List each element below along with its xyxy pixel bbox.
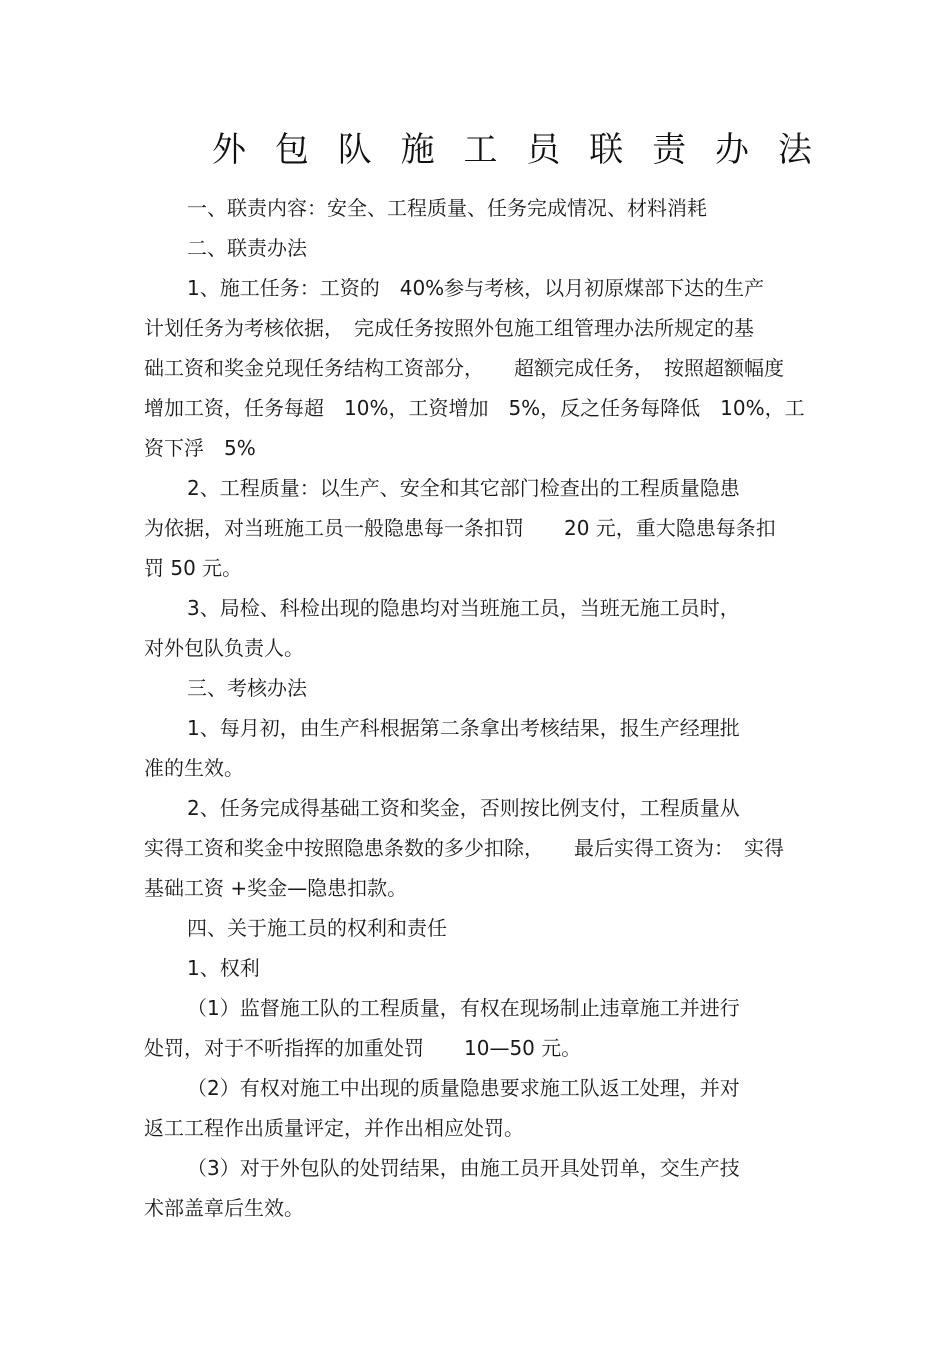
body-line: 计划任务为考核依据， 完成任务按照外包施工组管理办法所规定的基 <box>144 316 754 340</box>
title-char: 工 <box>463 130 498 170</box>
title-char: 施 <box>400 130 435 170</box>
body-line: 罚 50 元。 <box>144 556 243 580</box>
body-line: 2、工程质量：以生产、安全和其它部门检查出的工程质量隐患 <box>187 476 740 500</box>
body-line: 对外包队负责人。 <box>144 636 304 660</box>
title-char: 外 <box>212 130 246 170</box>
section-heading-rights: 四、关于施工员的权利和责任 <box>187 916 447 940</box>
body-line: （3）对于外包队的处罚结果，由施工员开具处罚单，交生产技 <box>187 1156 740 1180</box>
section-heading-assessment: 三、考核办法 <box>187 676 307 700</box>
body-line: （1）监督施工队的工程质量，有权在现场制止违章施工并进行 <box>187 996 740 1020</box>
body-line: 为依据，对当班施工员一般隐患每一条扣罚 20 元，重大隐患每条扣 <box>144 516 776 540</box>
title-char: 联 <box>589 130 624 170</box>
body-line: 基础工资 +奖金—隐患扣款。 <box>144 876 408 900</box>
section-heading-content: 一、联责内容：安全、工程质量、任务完成情况、材料消耗 <box>187 196 707 220</box>
body-line: 资下浮 5% <box>144 436 256 460</box>
section-heading-method: 二、联责办法 <box>187 236 307 260</box>
body-line: （2）有权对施工中出现的质量隐患要求施工队返工处理，并对 <box>187 1076 740 1100</box>
title-char: 队 <box>337 130 372 170</box>
body-line: 3、局检、科检出现的隐患均对当班施工员，当班无施工员时， <box>187 596 740 620</box>
title-char: 办 <box>715 130 749 170</box>
body-line: 增加工资，任务每超 10%，工资增加 5%，反之任务每降低 10%，工 <box>144 396 805 420</box>
body-line: 础工资和奖金兑现任务结构工资部分， 超额完成任务， 按照超额幅度 <box>144 356 784 380</box>
title-char: 责 <box>652 130 687 170</box>
title-char: 员 <box>526 130 561 170</box>
body-line: 2、任务完成得基础工资和奖金，否则按比例支付，工程质量从 <box>187 796 740 820</box>
body-line: 准的生效。 <box>144 756 244 780</box>
document-title <box>212 126 812 174</box>
body-line: 1、施工任务：工资的 40%参与考核，以月初原煤部下达的生产 <box>187 276 765 300</box>
title-char: 法 <box>777 130 812 170</box>
subheading-rights: 1、权利 <box>187 956 260 980</box>
title-char: 包 <box>274 130 309 170</box>
body-line: 处罚，对于不听指挥的加重处罚 10—50 元。 <box>144 1036 582 1060</box>
body-line: 返工工程作出质量评定，并作出相应处罚。 <box>144 1116 524 1140</box>
body-line: 术部盖章后生效。 <box>144 1196 304 1220</box>
body-line: 1、每月初，由生产科根据第二条拿出考核结果，报生产经理批 <box>187 716 740 740</box>
body-line: 实得工资和奖金中按照隐患条数的多少扣除， 最后实得工资为： 实得 <box>144 836 784 860</box>
